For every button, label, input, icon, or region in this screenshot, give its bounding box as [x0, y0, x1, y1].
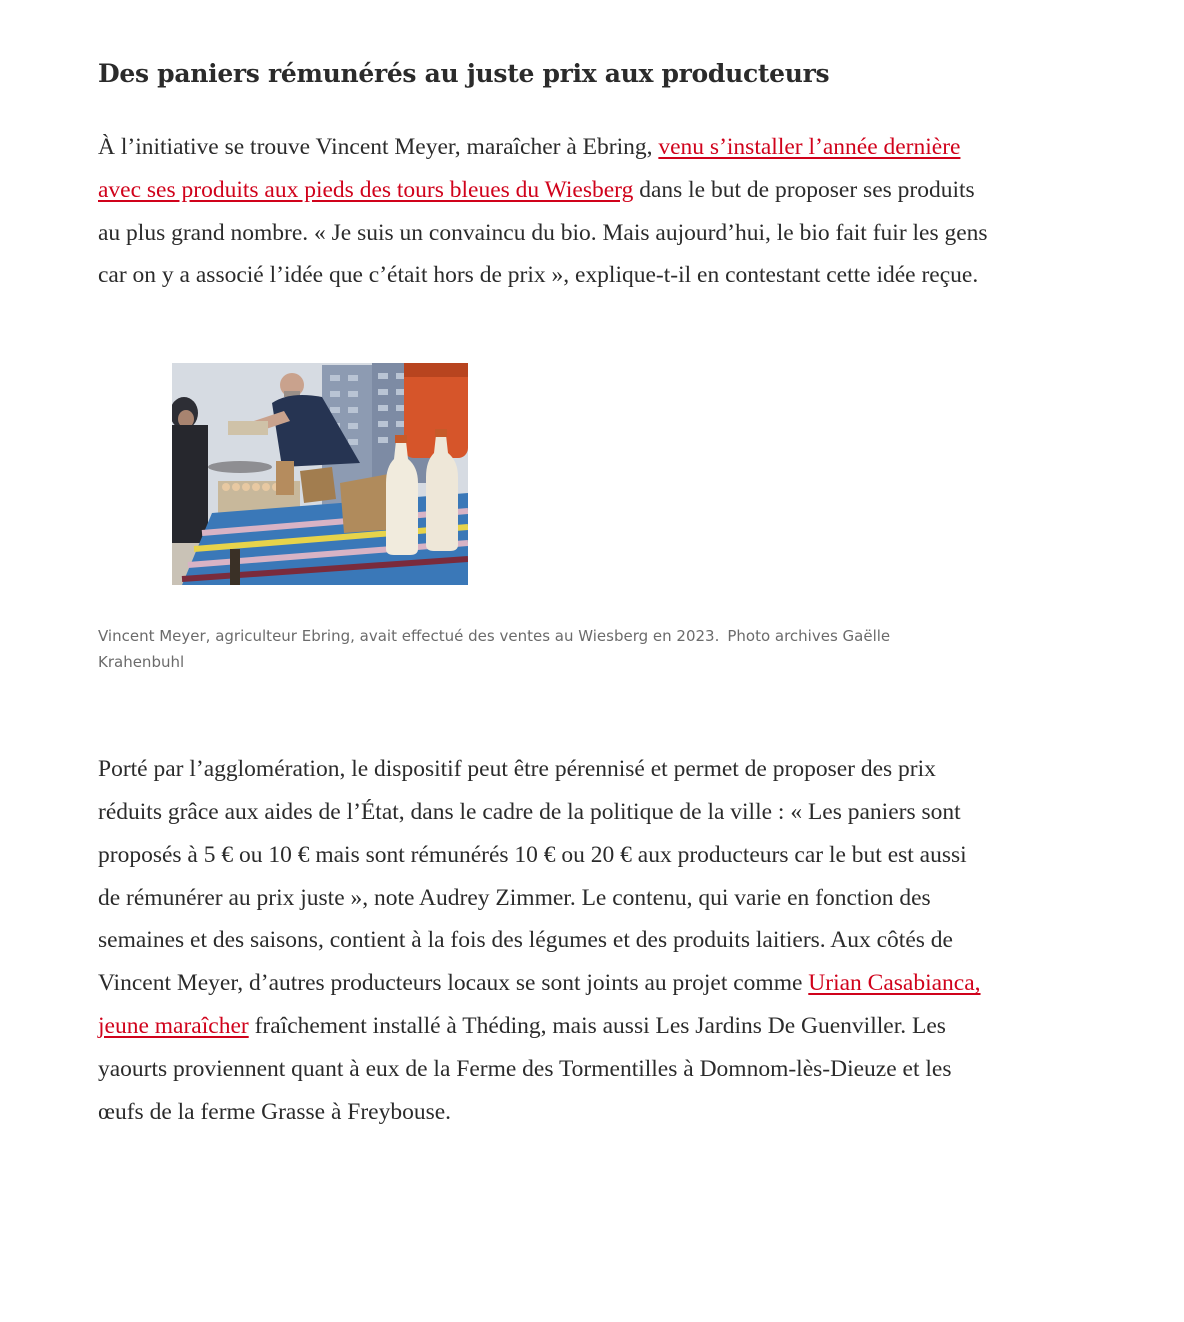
paragraph-details-text-start: Porté par l’agglomération, le dispositif peut être pérennisé et permet de proposer des prix réduits grâce aux aides de l’État, dans le cadre de la politique de la ville : « Les paniers sont proposés à 5 € ou 10 € mais sont rémunérés 10 € ou 20 € aux producteurs car le but est aussi de rémunérer au prix juste », note Audrey Zimmer. Le contenu, qui varie en fonction des semaines et des saisons, contient à la fois des légumes et des produits laitiers. Aux côtés de Vincent Meyer, d’autres producteurs locaux se sont joints au projet comme: [98, 756, 967, 997]
paragraph-intro-text-end: dans le but de proposer ses produits au plus grand nombre. « Je suis un convaincu du bio. Mais aujourd’hui, le bio fait fuir les gens car on y a associé l’idée que c’était hors de prix », explique-t-il en contestant cette idée reçue.: [98, 176, 988, 289]
photo-caption: [98, 623, 978, 675]
caption-text: Vincent Meyer, agriculteur Ebring, avait effectué des ventes au Wiesberg en 2023.: [98, 627, 720, 646]
paragraph-details-text-end: fraîchement installé à Théding, mais aussi Les Jardins De Guenviller. Les yaourts proviennent quant à eux de la Ferme des Tormentilles à Domnom-lès-Dieuze et les œufs de la ferme Grasse à Freybouse.: [98, 1012, 952, 1125]
paragraph-intro: [98, 126, 988, 297]
article: [98, 56, 988, 1133]
section-heading: Des paniers rémunérés au juste prix aux producteurs: [98, 59, 830, 88]
article-figure: [98, 363, 988, 675]
wiesberg-article-link[interactable]: venu s’installer l’année dernière avec ses produits aux pieds des tours bleues du Wiesberg: [98, 134, 961, 203]
urian-casabianca-link[interactable]: Urian Casabianca, jeune maraîcher: [98, 970, 981, 1039]
paragraph-intro-text-start: À l’initiative se trouve Vincent Meyer, maraîcher à Ebring,: [98, 134, 659, 160]
market-photo[interactable]: [172, 363, 468, 585]
paragraph-details: [98, 748, 988, 1133]
photo-credit: Photo archives Gaëlle Krahenbuhl: [98, 627, 891, 672]
